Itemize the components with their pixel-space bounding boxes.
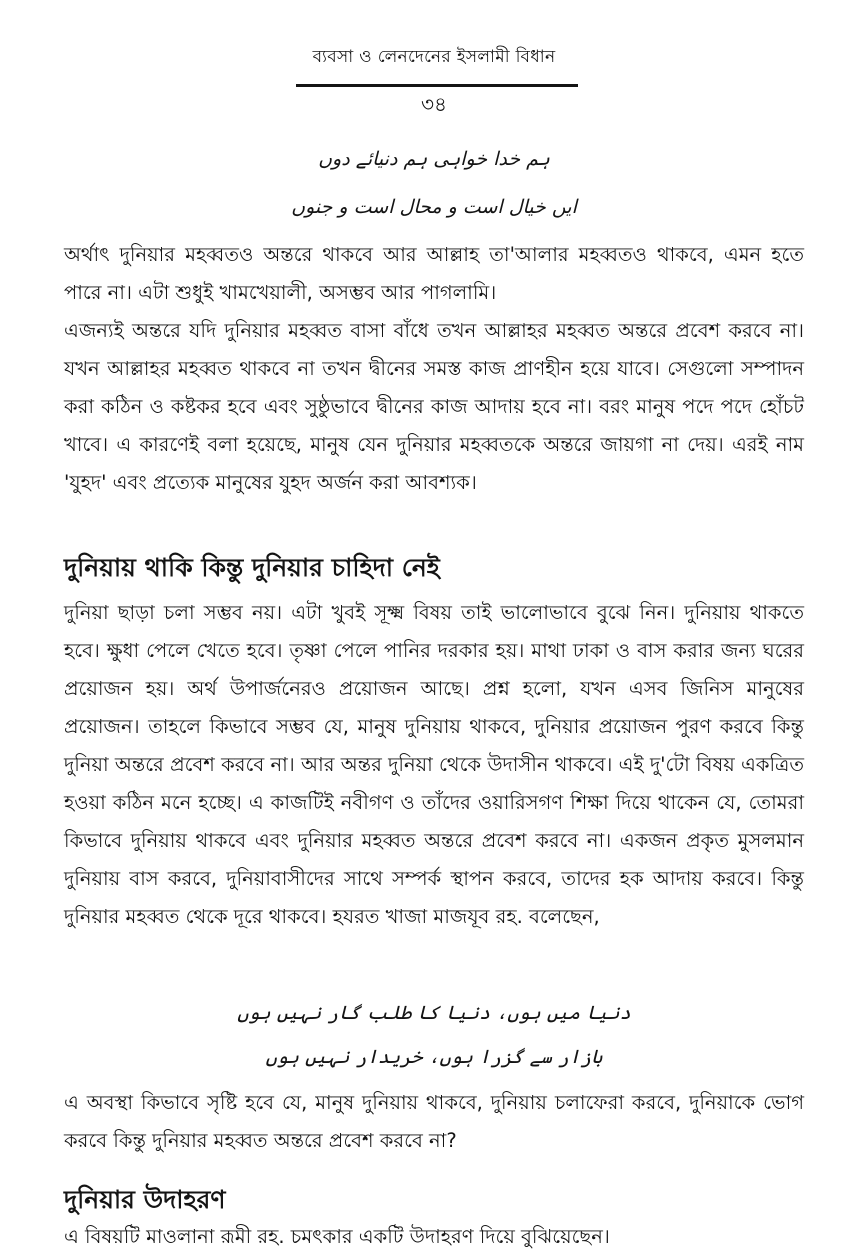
paragraph-4: এ অবস্থা কিভাবে সৃষ্টি হবে যে, মানুষ দুনিয়ায় থাকবে, দুনিয়ায় চলাফেরা করবে, দুনিয়াকে ভোগ করবে কিন্তু দুনিয়ার মহব্বত অন্তরে প্রবেশ করবে না? — [64, 1091, 804, 1152]
section-heading-1: দুনিয়ায় থাকি কিন্তু দুনিয়ার চাহিদা নেই — [64, 553, 440, 582]
paragraph-1: অর্থাৎ দুনিয়ার মহব্বতও অন্তরে থাকবে আর আল্লাহ তা'আলার মহব্বতও থাকবে, এমন হতে পারে না। এটা শুধুই খামখেয়ালী, অসম্ভব আর পাগলামি। — [64, 243, 804, 304]
urdu-verse-2-line-1: دنیا میں ہوں، دنیا کا طلب گار نہیں ہوں — [237, 1002, 631, 1024]
running-title: ব্যবসা ও লেনদেনের ইসলামী বিধান — [312, 47, 556, 67]
header-rule — [296, 84, 578, 87]
page-number: ৩৪ — [421, 92, 447, 116]
urdu-verse-1-line-1: ہم خدا خواہی ہم دنیائے دوں — [318, 148, 550, 170]
section-heading-2: দুনিয়ার উদাহরণ — [64, 1185, 226, 1214]
urdu-verse-1-line-2: ایں خیال است و محال است و جنوں — [291, 196, 577, 218]
urdu-verse-2-line-2: بازار سے گزرا ہوں، خریدار نہیں ہوں — [265, 1046, 603, 1068]
paragraph-2: এজন্যই অন্তরে যদি দুনিয়ার মহব্বত বাসা বাঁধে তখন আল্লাহর মহব্বত অন্তরে প্রবেশ করবে না। যখন আল্লাহর মহব্বত থাকবে না তখন দ্বীনের সমস্ত কাজ প্রাণহীন হয়ে যাবে। সেগুলো সম্পাদন করা কঠিন ও কষ্টকর হবে এবং সুষ্ঠুভাবে দ্বীনের কাজ আদায় হবে না। বরং মানুষ পদে পদে হোঁচট খাবে। এ কারণেই বলা হয়েছে, মানুষ যেন দুনিয়ার মহব্বতকে অন্তরে জায়গা না দেয়। এরই নাম 'যুহদ' এবং প্রত্যেক মানুষের যুহদ অর্জন করা আবশ্যক। — [64, 319, 804, 494]
paragraph-3: দুনিয়া ছাড়া চলা সম্ভব নয়। এটা খুবই সূক্ষ্ম বিষয় তাই ভালোভাবে বুঝে নিন। দুনিয়ায় থাকতে হবে। ক্ষুধা পেলে খেতে হবে। তৃষ্ণা পেলে পানির দরকার হয়। মাথা ঢাকা ও বাস করার জন্য ঘরের প্রয়োজন হয়। অর্থ উপার্জনেরও প্রয়োজন আছে। প্রশ্ন হলো, যখন এসব জিনিস মানুষের প্রয়োজন। তাহলে কিভাবে সম্ভব যে, মানুষ দুনিয়ায় থাকবে, দুনিয়ার প্রয়োজন পুরণ করবে কিন্তু দুনিয়া অন্তরে প্রবেশ করবে না। আর অন্তর দুনিয়া থেকে উদাসীন থাকবে। এই দু'টো বিষয় একত্রিত হওয়া কঠিন মনে হচ্ছে। এ কাজটিই নবীগণ ও তাঁদের ওয়ারিসগণ শিক্ষা দিয়ে থাকেন যে, তোমরা কিভাবে দুনিয়ায় থাকবে এবং দুনিয়ার মহব্বত অন্তরে প্রবেশ করবে না। একজন প্রকৃত মুসলমান দুনিয়ায় বাস করবে, দুনিয়াবাসীদের সাথে সম্পর্ক স্থাপন করবে, তাদের হক আদায় করবে। কিন্তু দুনিয়ার মহব্বত থেকে দূরে থাকবে। হযরত খাজা মাজযূব রহ. বলেছেন, — [64, 601, 804, 928]
paragraph-5: এ বিষয়টি মাওলানা রূমী রহ. চমৎকার একটি উদাহরণ দিয়ে বুঝিয়েছেন। — [64, 1225, 610, 1248]
